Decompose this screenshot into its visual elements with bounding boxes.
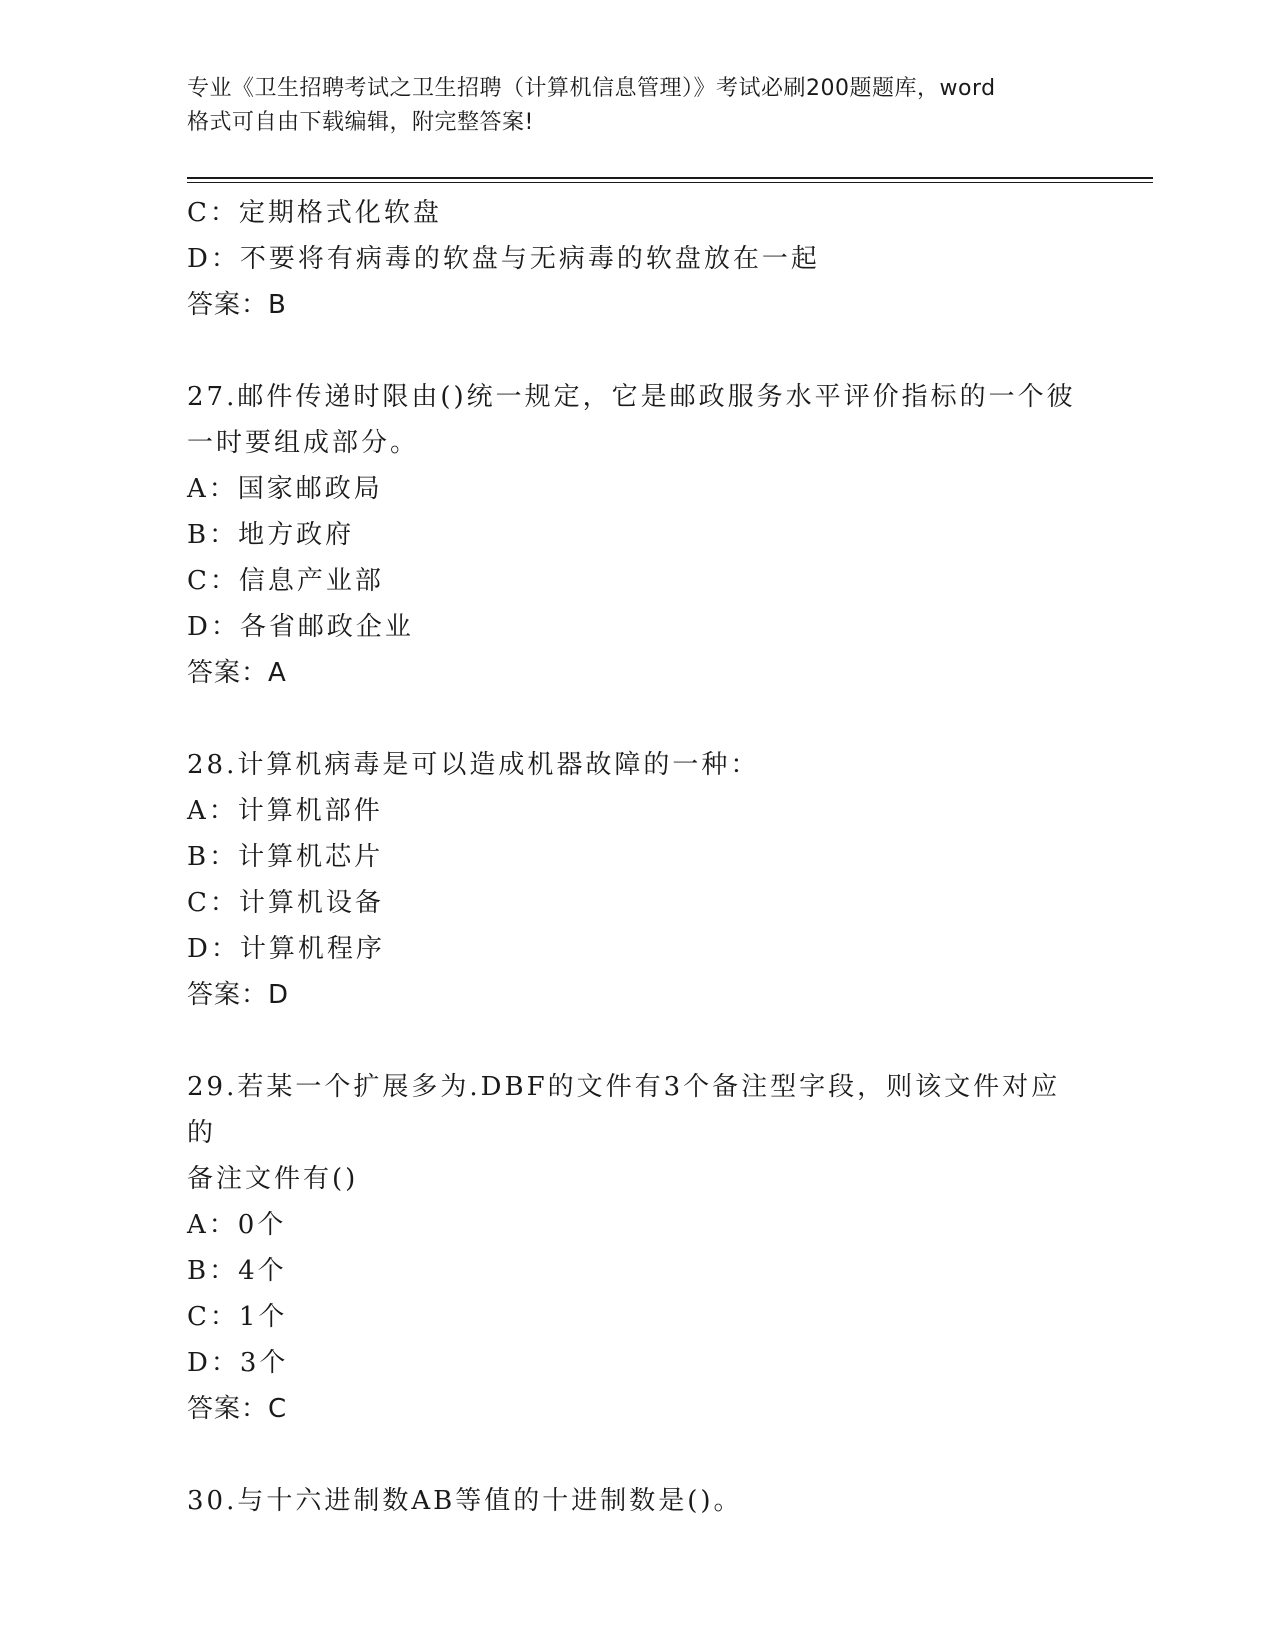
option-b: B：计算机芯片 <box>187 842 384 872</box>
option-b: B：地方政府 <box>187 520 355 550</box>
spacer <box>187 1018 1087 1064</box>
answer: 答案：C <box>187 1394 288 1424</box>
option-c: C：信息产业部 <box>187 566 384 596</box>
question-stem-line: 一时要组成部分。 <box>187 428 420 458</box>
question-27 <box>187 374 1087 696</box>
spacer <box>187 1432 1087 1478</box>
answer: 答案：A <box>187 658 287 688</box>
option-d: D：各省邮政企业 <box>187 612 414 642</box>
spacer <box>187 328 1087 374</box>
header-divider-thin <box>187 182 1153 183</box>
header-line-1: 专业《卫生招聘考试之卫生招聘（计算机信息管理）》考试必刷200题题库，word <box>187 76 996 101</box>
option-d: D：3个 <box>187 1348 289 1378</box>
question-29 <box>187 1064 1087 1432</box>
header-line-2: 格式可自由下载编辑，附完整答案! <box>187 110 534 135</box>
question-30 <box>187 1478 1087 1524</box>
answer: 答案：D <box>187 980 290 1010</box>
option-c: C：1个 <box>187 1302 288 1332</box>
option-b: B：4个 <box>187 1256 287 1286</box>
question-stem-line: 备注文件有() <box>187 1164 359 1194</box>
option-d: D：计算机程序 <box>187 934 385 964</box>
question-28 <box>187 742 1087 1018</box>
option-a: A：0个 <box>187 1210 287 1240</box>
answer: 答案：B <box>187 290 287 320</box>
header-divider-thick <box>187 177 1153 179</box>
question-stem-line: 28.计算机病毒是可以造成机器故障的一种： <box>187 750 760 780</box>
question-stem-line: 30.与十六进制数AB等值的十进制数是()。 <box>187 1486 743 1516</box>
question-26-tail <box>187 190 1087 328</box>
question-list <box>187 190 1087 1524</box>
option-c: C：定期格式化软盘 <box>187 198 442 228</box>
question-stem-line: 27.邮件传递时限由()统一规定，它是邮政服务水平评价指标的一个彼 <box>187 382 1076 412</box>
option-d: D：不要将有病毒的软盘与无病毒的软盘放在一起 <box>187 244 820 274</box>
option-a: A：计算机部件 <box>187 796 383 826</box>
question-stem-line: 29.若某一个扩展多为.DBF的文件有3个备注型字段，则该文件对应的 <box>187 1072 1061 1148</box>
spacer <box>187 696 1087 742</box>
option-a: A：国家邮政局 <box>187 474 383 504</box>
document-header <box>187 72 1087 140</box>
option-c: C：计算机设备 <box>187 888 384 918</box>
